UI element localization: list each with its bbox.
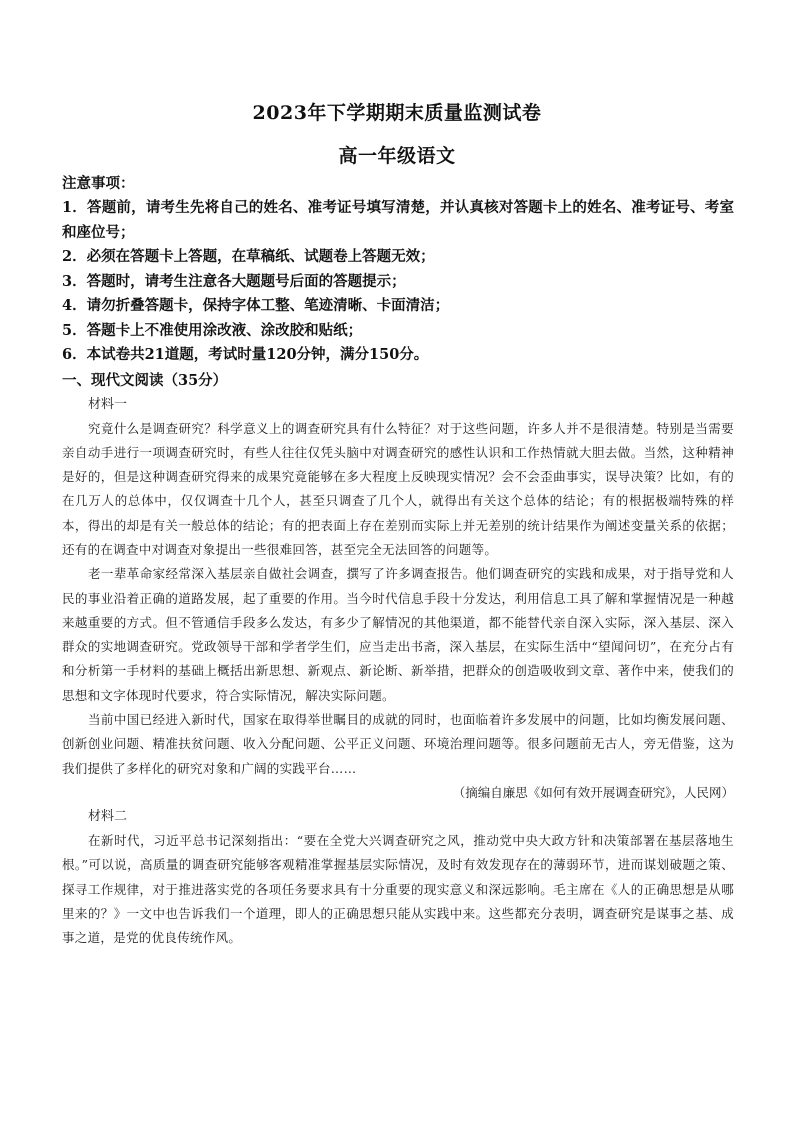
material-1-paragraph-1: 究竟什么是调查研究？科学意义上的调查研究具有什么特征？对于这些问题，许多人并不是很清楚。特别是当需要亲自动手进行一项调查研究时，有些人往往仅凭头脑中对调查研究的感性认识和工作热情就大胆去做。当然，这种精神是好的，但是这种调查研究得来的成果究竟能够在多大程度上反映现实情况？会不会歪曲事实，误导决策？比如，有的在几万人的总体中，仅仅调查十几个人，甚至只调查了几个人，就得出有关这个总体的结论；有的根据极端特殊的样本，得出的却是有关一般总体的结论；有的把表面上存在差别而实际上并无差别的统计结果作为阐述变量关系的依据；还有的在调查中对调查对象提出一些很难回答，甚至完全无法回答的问题等。 [62, 420, 734, 557]
material-1-paragraph-3: 当前中国已经进入新时代，国家在取得举世瞩目的成就的同时，也面临着许多发展中的问题，比如均衡发展问题、创新创业问题、精准扶贫问题、收入分配问题、公平正义问题、环境治理问题等。很多问题前无古人，旁无借鉴，这为我们提供了多样化的研究对象和广阔的实践平台…… [62, 712, 734, 776]
section-heading: 一、现代文阅读（35分） [62, 371, 228, 389]
notice-item-1: 1．答题前，请考生先将自己的姓名、准考证号填写清楚，并认真核对答题卡上的姓名、准考证号、考室和座位号； [62, 199, 734, 241]
exam-content [62, 172, 734, 950]
material-1-paragraph-2: 老一辈革命家经常深入基层亲自做社会调查，撰写了许多调查报告。他们调查研究的实践和成果，对于指导党和人民的事业沿着正确的道路发展，起了重要的作用。当今时代信息手段十分发达，利用信息工具了解和掌握情况是一种越来越重要的方式。但不管通信手段多么发达，有多少了解情况的其他渠道，都不能替代亲自深入实际，深入基层、深入群众的实地调查研究。党政领导干部和学者学生们，应当走出书斋，深入基层，在实际生活中“望闻问切”，在充分占有和分析第一手材料的基础上概括出新思想、新观点、新论断、新举措，把群众的创造吸收到文章、著作中来，使我们的思想和文字体现时代要求，符合实际情况，解决实际问题。 [62, 566, 734, 703]
exam-subtitle: 高一年级语文 [338, 145, 456, 167]
exam-title: 2023年下学期期末质量监测试卷 [252, 102, 542, 124]
material-2-label: 材料二 [88, 808, 128, 824]
notice-heading: 注意事项： [62, 175, 135, 192]
notice-item-6: 6．本试卷共21道题，考试时量120分钟，满分150分。 [62, 346, 429, 363]
material-2-paragraph-1: 在新时代，习近平总书记深刻指出：“要在全党大兴调查研究之风，推动党中央大政方针和决策部署在基层落地生根。”可以说，高质量的调查研究能够客观精准掌握基层实际情况，及时有效发现存在的薄弱环节，进而谋划破题之策、探寻工作规律，对于推进落实党的各项任务要求具有十分重要的现实意义和深远影响。毛主席在《人的正确思想是从哪里来的？》一文中也告诉我们一个道理，即人的正确思想只能从实践中来。这些都充分表明，调查研究是谋事之基、成事之道，是党的优良传统作风。 [62, 832, 734, 946]
notice-item-5: 5．答题卡上不准使用涂改液、涂改胶和贴纸； [62, 321, 363, 339]
notice-item-3: 3．答题时，请考生注意各大题题号后面的答题提示； [62, 272, 406, 290]
notice-item-2: 2．必须在答题卡上答题，在草稿纸、试题卷上答题无效； [62, 248, 435, 265]
material-1-source: （摘编自廉思《如何有效开展调查研究》，人民网） [452, 784, 734, 800]
notice-item-4: 4．请勿折叠答题卡，保持字体工整、笔迹清晰、卡面清洁； [62, 297, 450, 314]
material-1-label: 材料一 [88, 396, 128, 412]
